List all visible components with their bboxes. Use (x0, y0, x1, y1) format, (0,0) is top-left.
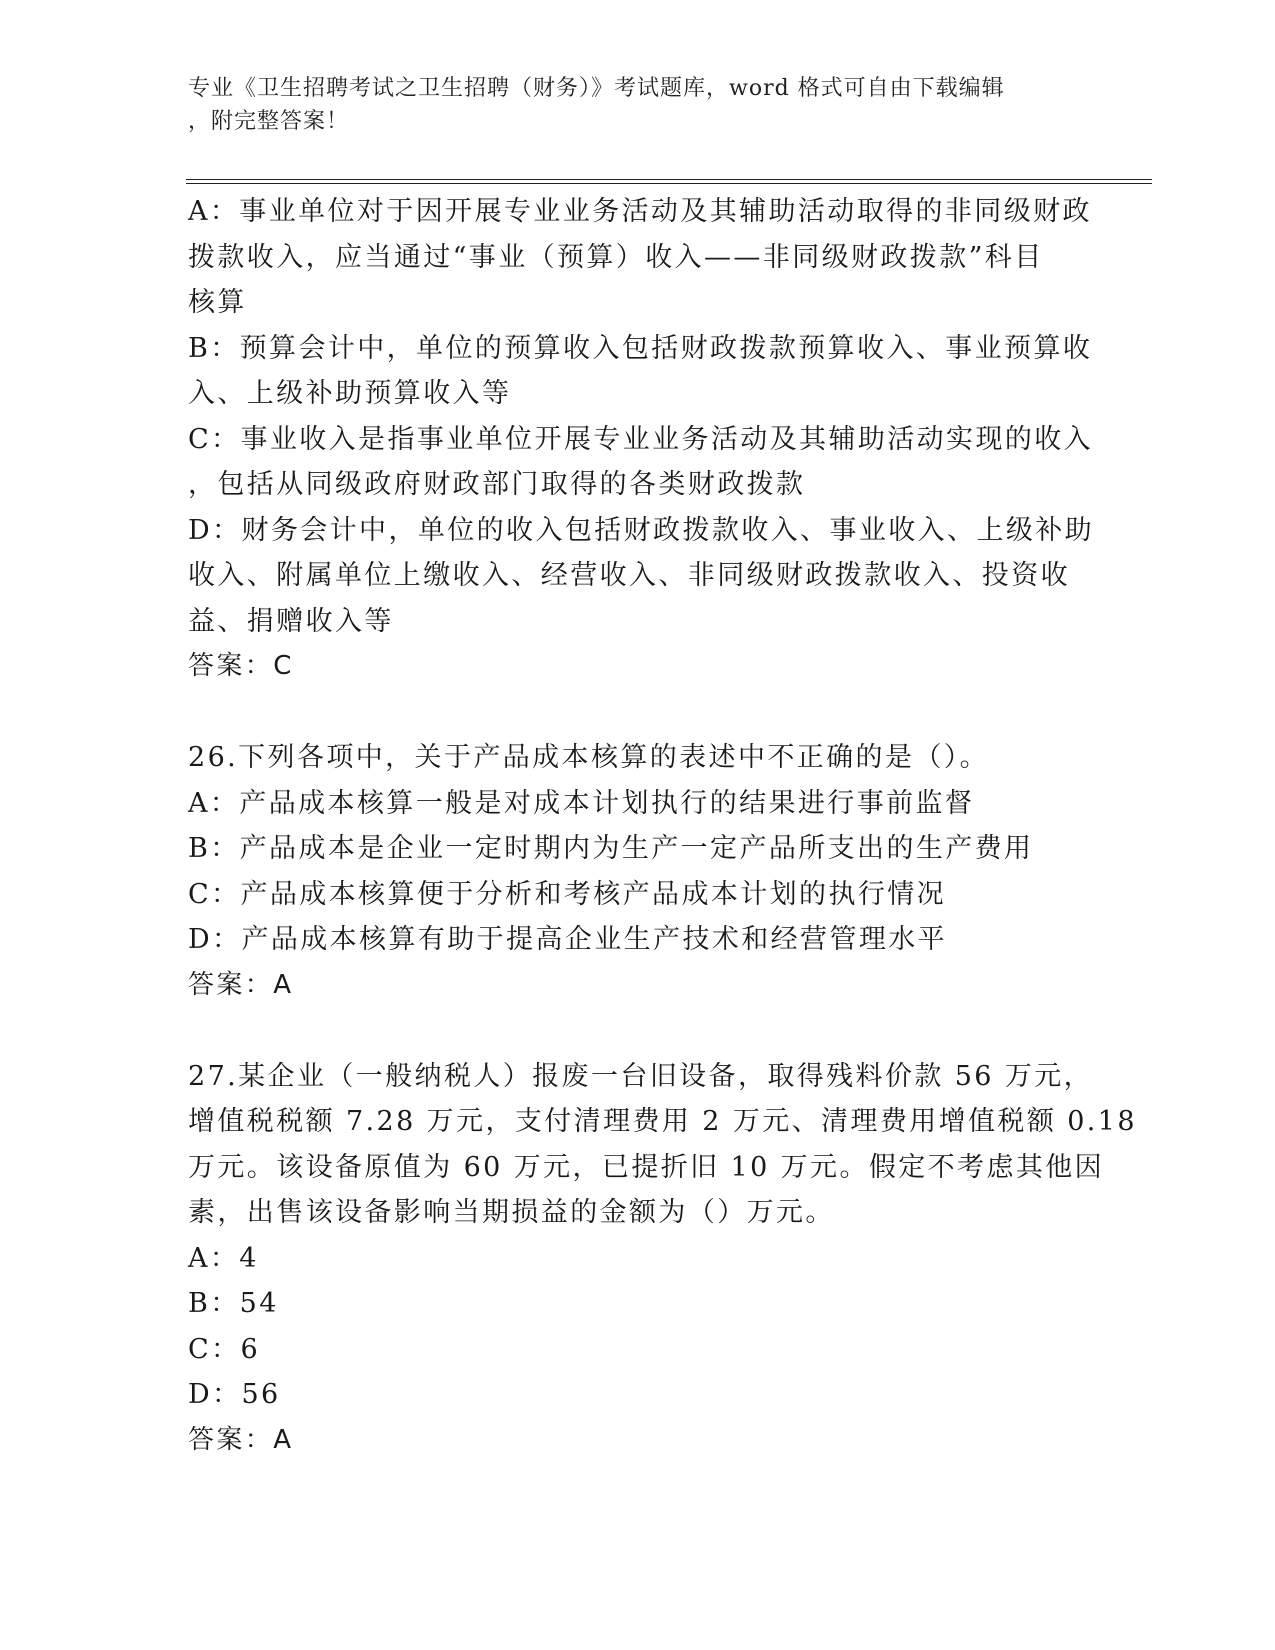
q26-stem: 26.下列各项中，关于产品成本核算的表述中不正确的是（）。 (188, 742, 990, 773)
q27-stem-line: 27.某企业（一般纳税人）报废一台旧设备，取得残料价款 56 万元， (188, 1060, 1094, 1092)
q25-option-d-line: D：财务会计中，单位的收入包括财政拨款收入、事业收入、上级补助 (188, 514, 1095, 546)
q27-option-d: D：56 (188, 1379, 281, 1410)
q27-option-a: A：4 (188, 1242, 259, 1274)
q25-option-a-line: 拨款收入，应当通过“事业（预算）收入——非同级财政拨款”科目 (188, 241, 1044, 273)
question-list (188, 189, 1137, 1463)
spacer (188, 690, 1088, 736)
q26-answer: 答案：A (188, 969, 294, 1000)
q25-option-d (188, 508, 1095, 645)
question-25 (188, 189, 1095, 690)
q25-option-a (188, 189, 1092, 326)
q25-option-d-line: 益、捐赠收入等 (188, 605, 394, 637)
spacer (188, 1008, 1088, 1054)
header-divider-top (186, 179, 1152, 180)
q27-answer: 答案：A (188, 1424, 294, 1455)
q25-option-b-line: 入、上级补助预算收入等 (188, 378, 512, 409)
q25-option-a-line: A：事业单位对于因开展专业业务活动及其辅助活动取得的非同级财政 (188, 196, 1092, 227)
q25-option-d-line: 收入、附属单位上缴收入、经营收入、非同级财政拨款收入、投资收 (188, 560, 1070, 591)
header-line-2: ，附完整答案！ (188, 109, 350, 134)
q27-stem-line: 素，出售该设备影响当期损益的金额为（）万元。 (188, 1197, 835, 1228)
q26-option-a: A：产品成本核算一般是对成本计划执行的结果进行事前监督 (188, 787, 975, 819)
header-line-1: 专业《卫生招聘考试之卫生招聘（财务）》考试题库，word 格式可自由下载编辑 (188, 76, 1005, 101)
q27-stem-line: 万元。该设备原值为 60 万元，已提折旧 10 万元。假定不考虑其他因 (188, 1151, 1105, 1183)
q27-stem (188, 1054, 1137, 1236)
q25-option-c (188, 417, 1094, 508)
header-divider-bottom (186, 183, 1152, 184)
q25-option-b (188, 326, 1093, 417)
q25-option-c-line: ，包括从同级政府财政部门取得的各类财政拨款 (188, 469, 806, 500)
question-27 (188, 1054, 1137, 1464)
q25-option-a-line: 核算 (188, 287, 247, 318)
q26-option-d: D：产品成本核算有助于提高企业生产技术和经营管理水平 (188, 924, 948, 955)
q26-option-c: C：产品成本核算便于分析和考核产品成本计划的执行情况 (188, 878, 947, 910)
document-header (188, 72, 1068, 138)
q25-option-c-line: C：事业收入是指事业单位开展专业业务活动及其辅助活动实现的收入 (188, 423, 1094, 455)
q25-answer: 答案：C (188, 651, 294, 681)
q26-option-b: B：产品成本是企业一定时期内为生产一定产品所支出的生产费用 (188, 833, 1034, 864)
q27-option-c: C：6 (188, 1333, 261, 1365)
question-26 (188, 735, 1088, 1008)
q25-option-b-line: B：预算会计中，单位的预算收入包括财政拨款预算收入、事业预算收 (188, 332, 1093, 364)
q27-option-b: B：54 (188, 1288, 279, 1319)
q27-stem-line: 增值税税额 7.28 万元，支付清理费用 2 万元、清理费用增值税额 0.18 (188, 1106, 1137, 1137)
